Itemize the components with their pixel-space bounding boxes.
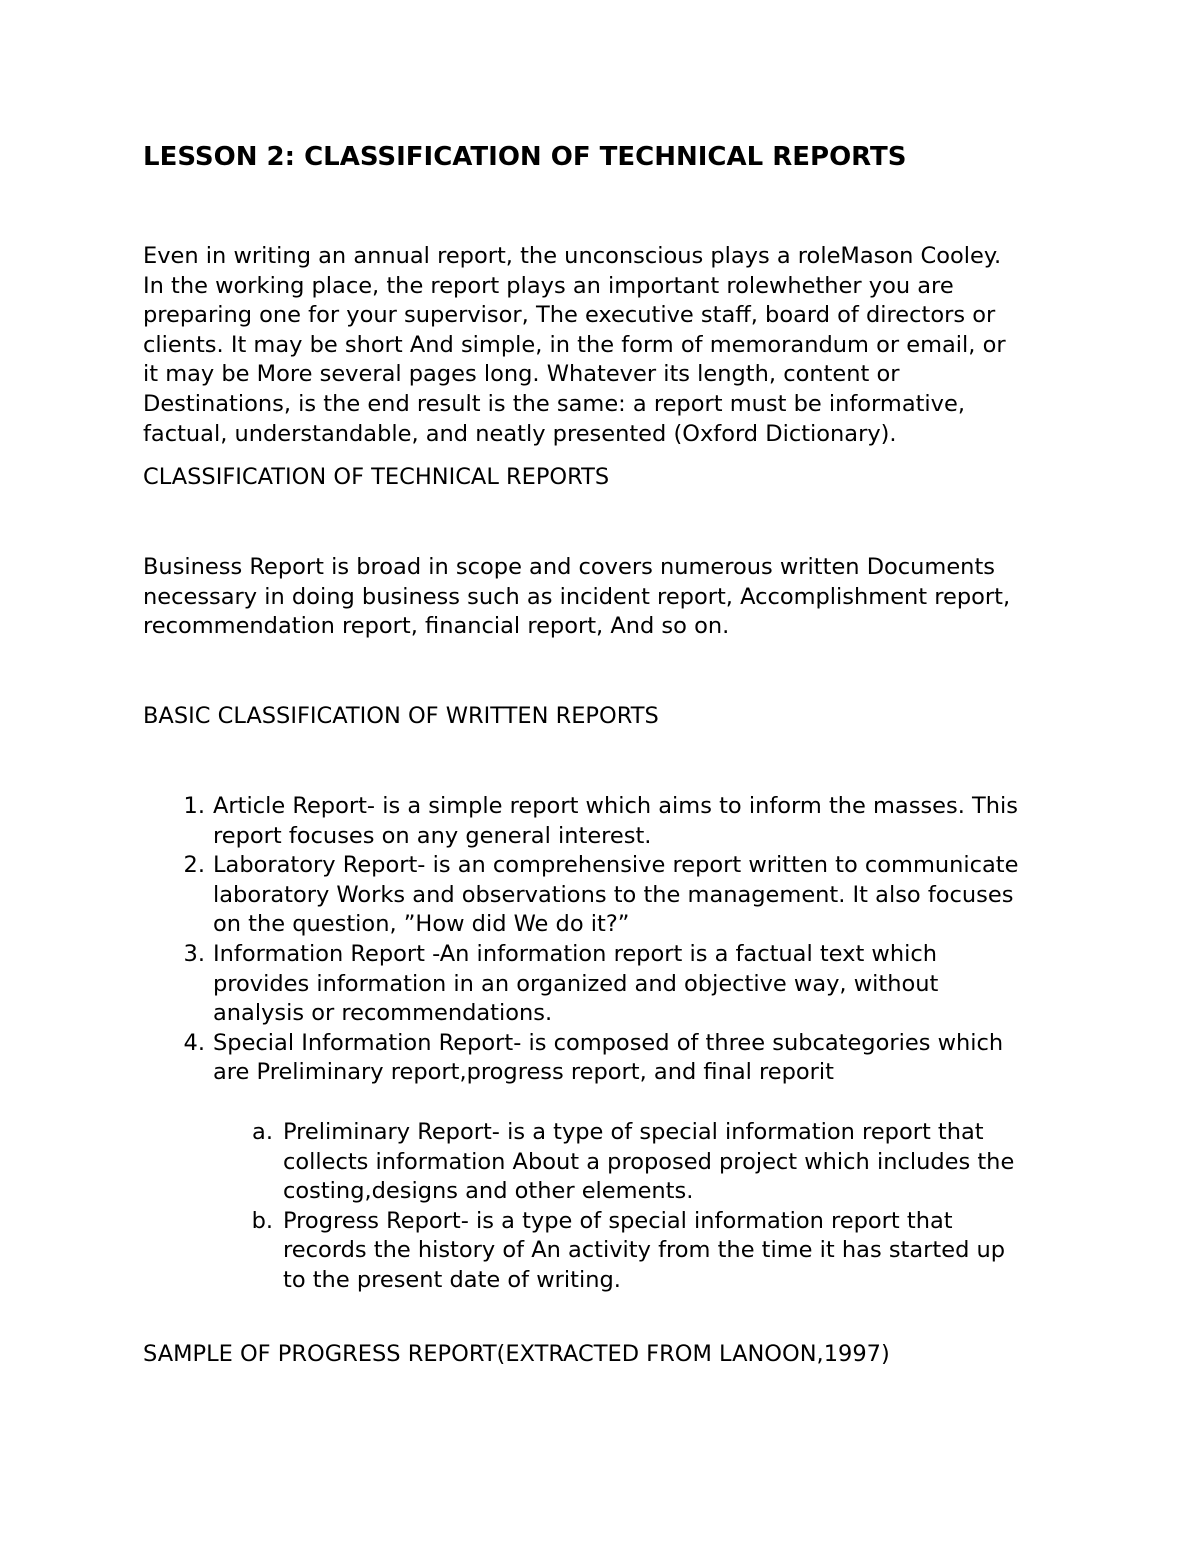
list-item — [143, 1029, 1018, 1088]
list-item-line: laboratory Works and observations to the management. It also focuses — [213, 881, 1014, 908]
list-marker: 1. — [183, 793, 205, 819]
list-item-line: on the question, ”How did We do it?” — [213, 911, 630, 938]
list-item-line: report focuses on any general interest. — [213, 822, 652, 849]
numbered-list — [143, 792, 1018, 1088]
list-item-line: are Preliminary report,progress report, and final reporit — [213, 1059, 835, 1086]
list-marker: 4. — [183, 1029, 205, 1056]
list-item-line: Special Information Report- is composed of three subcategories which — [213, 1029, 1004, 1056]
page-title: LESSON 2: CLASSIFICATION OF TECHNICAL REPORTS — [143, 142, 907, 172]
intro-line: Destinations, is the end result is the same: a report must be informative, — [143, 390, 965, 417]
list-item-line: costing,designs and other elements. — [283, 1178, 694, 1205]
section-heading-sample: SAMPLE OF PROGRESS REPORT(EXTRACTED FROM LANOON,1997) — [143, 1341, 890, 1367]
list-marker: 2. — [183, 852, 205, 879]
sub-list-item — [211, 1118, 1014, 1207]
list-marker: b. — [251, 1207, 273, 1234]
intro-line: it may be More several pages long. Whatever its length, content or — [143, 361, 900, 388]
list-item — [143, 940, 1018, 1029]
list-item-line: provides information in an organized and objective way, without — [213, 970, 939, 997]
section-heading-basic: BASIC CLASSIFICATION OF WRITTEN REPORTS — [143, 703, 659, 729]
list-marker: 3. — [183, 940, 205, 967]
business-line: recommendation report, financial report, And so on. — [143, 613, 730, 640]
intro-paragraph — [143, 242, 1006, 449]
intro-line: factual, understandable, and neatly presented (Oxford Dictionary). — [143, 420, 897, 447]
section-heading-classification: CLASSIFICATION OF TECHNICAL REPORTS — [143, 464, 610, 490]
list-item-line: Article Report- is a simple report which aims to inform the masses. This — [213, 793, 1019, 819]
list-item-line: Progress Report- is a type of special information report that — [283, 1207, 953, 1234]
list-item — [143, 792, 1018, 851]
list-item-line: Laboratory Report- is an comprehensive report written to communicate — [213, 852, 1019, 879]
intro-line: clients. It may be short And simple, in the form of memorandum or email, or — [143, 331, 1006, 358]
list-item-line: Preliminary Report- is a type of special information report that — [283, 1119, 984, 1145]
list-item-line: collects information About a proposed project which includes the — [283, 1148, 1015, 1175]
list-item-line: to the present date of writing. — [283, 1266, 621, 1293]
business-report-paragraph — [143, 553, 1010, 642]
list-item-line: records the history of An activity from the time it has started up — [283, 1237, 1006, 1264]
list-item — [143, 851, 1018, 940]
list-item-line: analysis or recommendations. — [213, 1000, 553, 1027]
list-marker: a. — [252, 1119, 273, 1145]
intro-line: Even in writing an annual report, the unconscious plays a roleMason Cooley. — [143, 243, 1002, 269]
intro-line: In the working place, the report plays an important rolewhether you are — [143, 272, 954, 299]
intro-line: preparing one for your supervisor, The executive staff, board of directors or — [143, 302, 996, 329]
sub-list-item — [211, 1207, 1014, 1296]
lettered-list — [211, 1118, 1014, 1296]
business-line: Business Report is broad in scope and covers numerous written Documents — [143, 554, 995, 580]
business-line: necessary in doing business such as incident report, Accomplishment report, — [143, 583, 1011, 610]
list-item-line: Information Report -An information report is a factual text which — [213, 940, 937, 967]
